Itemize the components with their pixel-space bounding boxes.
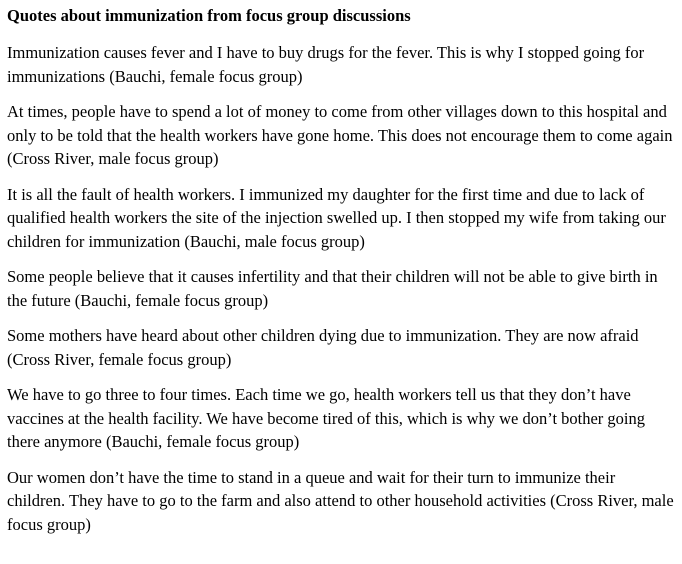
quote-paragraph: We have to go three to four times. Each time we go, health workers tell us that they don’t have vaccines at the health facility. We have become tired of this, which is why we don’t bother going there anymore (Bauchi, female focus group) (7, 385, 646, 451)
quote-paragraph: At times, people have to spend a lot of money to come from other villages down to this hospital and only to be told that the health workers have gone home. This does not encourage them to come again (Cross River, male focus group) (7, 102, 673, 168)
quote-paragraph: It is all the fault of health workers. I immunized my daughter for the first time and due to lack of qualified health workers the site of the injection swelled up. I then stopped my wife from taking our children for immunization (Bauchi, male focus group) (7, 184, 666, 251)
quote-paragraph: Some people believe that it causes infertility and that their children will not be able to give birth in the future (Bauchi, female focus group) (7, 267, 658, 310)
quote-paragraph: Immunization causes fever and I have to buy drugs for the fever. This is why I stopped going for immunizations (Bauchi, female focus group) (7, 43, 645, 86)
quote-paragraph: Our women don’t have the time to stand in a queue and wait for their turn to immunize their children. They have to go to the farm and also attend to other household activities (Cross River, male focus group) (7, 467, 674, 534)
quote-paragraph: Some mothers have heard about other children dying due to immunization. They are now afraid (Cross River, female focus group) (7, 326, 639, 369)
document-title: Quotes about immunization from focus group discussions (7, 6, 411, 25)
